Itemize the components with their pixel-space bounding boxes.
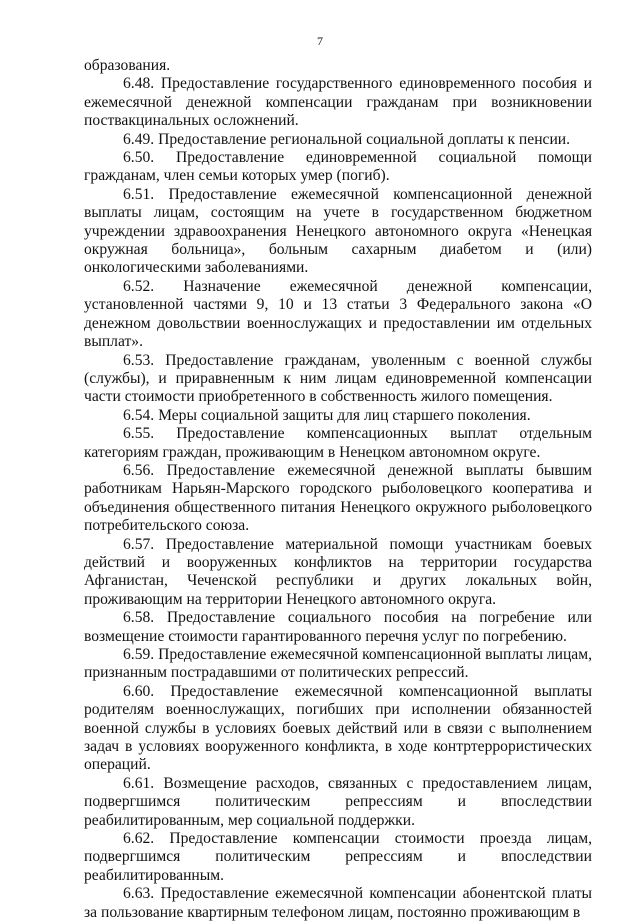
item-number: 6.48. [123, 75, 155, 93]
item-text: Назначение ежемесячной денежной компенсации, установленной частями 9, 10 и 13 статьи 3 Федерального закона «О денежном довольствии военнослужащих и предоставлении им отдельных выплат». [84, 277, 592, 351]
item-number: 6.62. [123, 830, 155, 848]
list-item [84, 149, 592, 186]
item-number: 6.63. [123, 885, 155, 903]
list-item [84, 462, 592, 536]
list-item [84, 186, 592, 278]
page-number: 7 [317, 34, 323, 48]
item-text: Предоставление ежемесячной компенсационной выплаты лицам, признанным пострадавшими от политических репрессий. [84, 646, 592, 682]
item-number: 6.50. [123, 149, 155, 167]
item-number: 6.56. [123, 461, 155, 479]
item-list [84, 75, 592, 922]
list-item [84, 425, 592, 462]
list-item [84, 75, 592, 130]
item-text: Предоставление ежемесячной денежной выплаты бывшим работникам Нарьян-Марского городского рыболовецкого кооператива и объединения общественного питания Ненецкого окружного рыболовецкого потребительского союза. [84, 461, 592, 535]
item-number: 6.52. [123, 277, 155, 295]
item-text: Предоставление региональной социальной доплаты к пенсии. [158, 130, 571, 148]
item-number: 6.51. [123, 185, 155, 203]
item-text: Предоставление компенсации стоимости проезда лицам, подвергшимся политическим репрессиям и впоследствии реабилитированным. [84, 830, 592, 884]
item-text: Предоставление ежемесячной компенсационной денежной выплаты лицам, состоящим на учете в государственном бюджетном учреждении здравоохранения Ненецкого автономного округа «Ненецкая окружная больница», больным сахарным диабетом и (или) онкологическими заболеваниями. [84, 185, 592, 277]
item-number: 6.60. [123, 682, 155, 700]
item-text: Предоставление государственного единовременного пособия и ежемесячной денежной компенсации гражданам при возникновении поствакцинальных осложнений. [84, 75, 592, 130]
lead-text: образования. [84, 57, 171, 74]
item-number: 6.57. [123, 535, 155, 553]
item-text: Предоставление ежемесячной компенсации абонентской платы за пользование квартирным телефоном лицам, постоянно проживающим в [84, 885, 592, 921]
list-item [84, 407, 592, 425]
item-text: Предоставление материальной помощи участникам боевых действий и вооруженных конфликтов на территории государства Афганистан, Чеченской республики и других локальных войн, проживающим на территории Ненецкого автономного округа. [84, 535, 592, 608]
list-item [84, 609, 592, 646]
item-text: Предоставление социального пособия на погребение или возмещение стоимости гарантированного перечня услуг по погребению. [84, 609, 593, 645]
list-item [84, 683, 592, 775]
item-number: 6.54. [123, 406, 155, 424]
item-text: Предоставление ежемесячной компенсационной выплаты родителям военнослужащих, погибших при исполнении обязанностей военной службы в условиях боевых действий или в связи с выполнением задач в условиях вооруженного конфликта, в ходе контртеррористических операций. [84, 682, 592, 774]
item-number: 6.55. [123, 425, 155, 443]
item-text: Возмещение расходов, связанных с предоставлением лицам, подвергшимся политическим репрессиям и впоследствии реабилитированным, мер социальной поддержки. [84, 774, 592, 829]
item-number: 6.61. [123, 774, 155, 792]
document-body [84, 57, 592, 922]
item-number: 6.59. [123, 646, 155, 663]
list-item [84, 830, 592, 885]
item-number: 6.49. [123, 130, 155, 148]
list-item [84, 775, 592, 830]
item-text: Предоставление гражданам, уволенным с военной службы (службы), и приравненным к ним лицам единовременной компенсации части стоимости приобретенного в собственность жилого помещения. [84, 351, 592, 406]
list-item [84, 885, 592, 922]
item-text: Предоставление единовременной социальной помощи гражданам, член семьи которых умер (погиб). [84, 149, 592, 185]
item-number: 6.58. [123, 609, 155, 627]
list-item [84, 278, 592, 352]
list-item [84, 131, 592, 149]
item-text: Меры социальной защиты для лиц старшего поколения. [158, 406, 531, 424]
item-number: 6.53. [123, 351, 155, 369]
list-item [84, 352, 592, 407]
list-item [84, 536, 592, 610]
list-item [84, 646, 592, 683]
item-text: Предоставление компенсационных выплат отдельным категориям граждан, проживающим в Ненецком автономном округе. [84, 425, 592, 461]
